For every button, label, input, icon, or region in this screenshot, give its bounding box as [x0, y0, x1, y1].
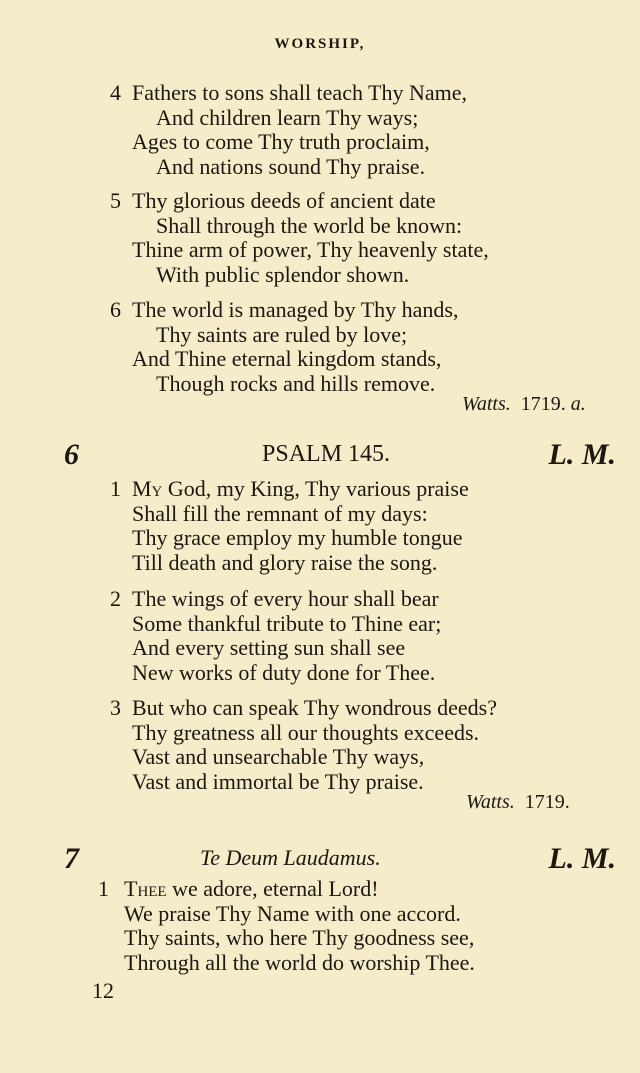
- verse-line: New works of duty done for Thee.: [132, 659, 436, 685]
- verse-line: [98, 877, 475, 902]
- verse-line: And children learn Thy ways;: [156, 104, 419, 130]
- verse-text: The wings of every hour shall bear: [132, 586, 439, 611]
- verse-line: Shall through the world be known:: [156, 212, 463, 238]
- verse-text: we adore, eternal Lord!: [166, 876, 379, 901]
- hymn-title: Te Deum Laudamus.: [200, 845, 381, 870]
- attribution-author: Watts.: [462, 393, 511, 415]
- hymn-number: 6: [64, 438, 79, 471]
- attribution: [466, 791, 570, 814]
- stanza-1: [98, 877, 475, 975]
- hymn-meter: L. M.: [548, 842, 616, 875]
- verse-line: Thy greatness all our thoughts exceeds.: [132, 719, 480, 745]
- stanza-number: 6: [110, 297, 121, 322]
- verse-line: Thy saints, who here Thy goodness see,: [124, 925, 475, 950]
- stanza-number: 4: [110, 80, 121, 105]
- stanza-5: [110, 189, 489, 287]
- stanza-number: 2: [110, 586, 121, 611]
- verse-line: [110, 696, 497, 721]
- attribution-year: 1719.: [520, 393, 566, 415]
- hymn-number: 7: [64, 842, 79, 875]
- attribution: [462, 393, 596, 416]
- verse-line: And Thine eternal kingdom stands,: [132, 346, 442, 371]
- stanza-1: [110, 477, 469, 575]
- verse-line: Vast and immortal be Thy praise.: [132, 768, 424, 794]
- stanza-number: 1: [110, 476, 121, 501]
- verse-line: Though rocks and hills remove.: [156, 370, 436, 396]
- verse-line: [110, 189, 489, 214]
- verse-text: God, my King, Thy various praise: [162, 476, 469, 501]
- verse-text: Thy glorious deeds of ancient date: [132, 188, 436, 213]
- verse-line: Shall fill the remnant of my days:: [132, 500, 428, 526]
- hymn-title: PSALM 145.: [262, 441, 391, 467]
- stanza-number: 3: [110, 695, 121, 720]
- stanza-3: [110, 696, 497, 794]
- verse-line: With public splendor shown.: [156, 261, 410, 287]
- page-number: 12: [92, 978, 114, 1003]
- running-header: WORSHIP,: [274, 36, 366, 52]
- verse-line: Thine arm of power, Thy heavenly state,: [132, 237, 489, 262]
- verse-line: Thy saints are ruled by love;: [156, 321, 408, 347]
- attribution-year: 1719.: [524, 791, 570, 813]
- attribution-note: a.: [570, 393, 586, 415]
- first-word: Thee: [124, 876, 167, 901]
- verse-line: And nations sound Thy praise.: [156, 153, 426, 179]
- first-word: My: [132, 476, 163, 501]
- verse-line: Ages to come Thy truth proclaim,: [132, 129, 430, 154]
- verse-line: [110, 477, 469, 502]
- verse-line: And every setting sun shall see: [132, 635, 406, 660]
- verse-line: Thy grace employ my humble tongue: [132, 525, 463, 550]
- stanza-number: 5: [110, 188, 121, 213]
- stanza-4: [110, 81, 467, 179]
- verse-line: Till death and glory raise the song.: [132, 549, 438, 575]
- verse-text: Fathers to sons shall teach Thy Name,: [132, 80, 468, 105]
- verse-line: We praise Thy Name with one accord.: [124, 900, 461, 926]
- verse-line: Some thankful tribute to Thine ear;: [132, 610, 442, 636]
- hymn-6-heading: [0, 438, 640, 471]
- verse-line: Vast and unsearchable Thy ways,: [132, 744, 425, 769]
- verse-line: [110, 587, 441, 612]
- verse-line: [110, 298, 458, 323]
- verse-line: [110, 81, 467, 106]
- hymn-7-heading: [0, 842, 640, 875]
- stanza-6: [110, 298, 458, 396]
- stanza-2: [110, 587, 441, 685]
- verse-line: Through all the world do worship Thee.: [124, 949, 475, 975]
- hymn-meter: L. M.: [548, 438, 616, 471]
- verse-text: But who can speak Thy wondrous deeds?: [132, 695, 497, 720]
- stanza-number: 1: [98, 876, 109, 901]
- verse-text: The world is managed by Thy hands,: [132, 297, 459, 322]
- attribution-author: Watts.: [466, 791, 515, 813]
